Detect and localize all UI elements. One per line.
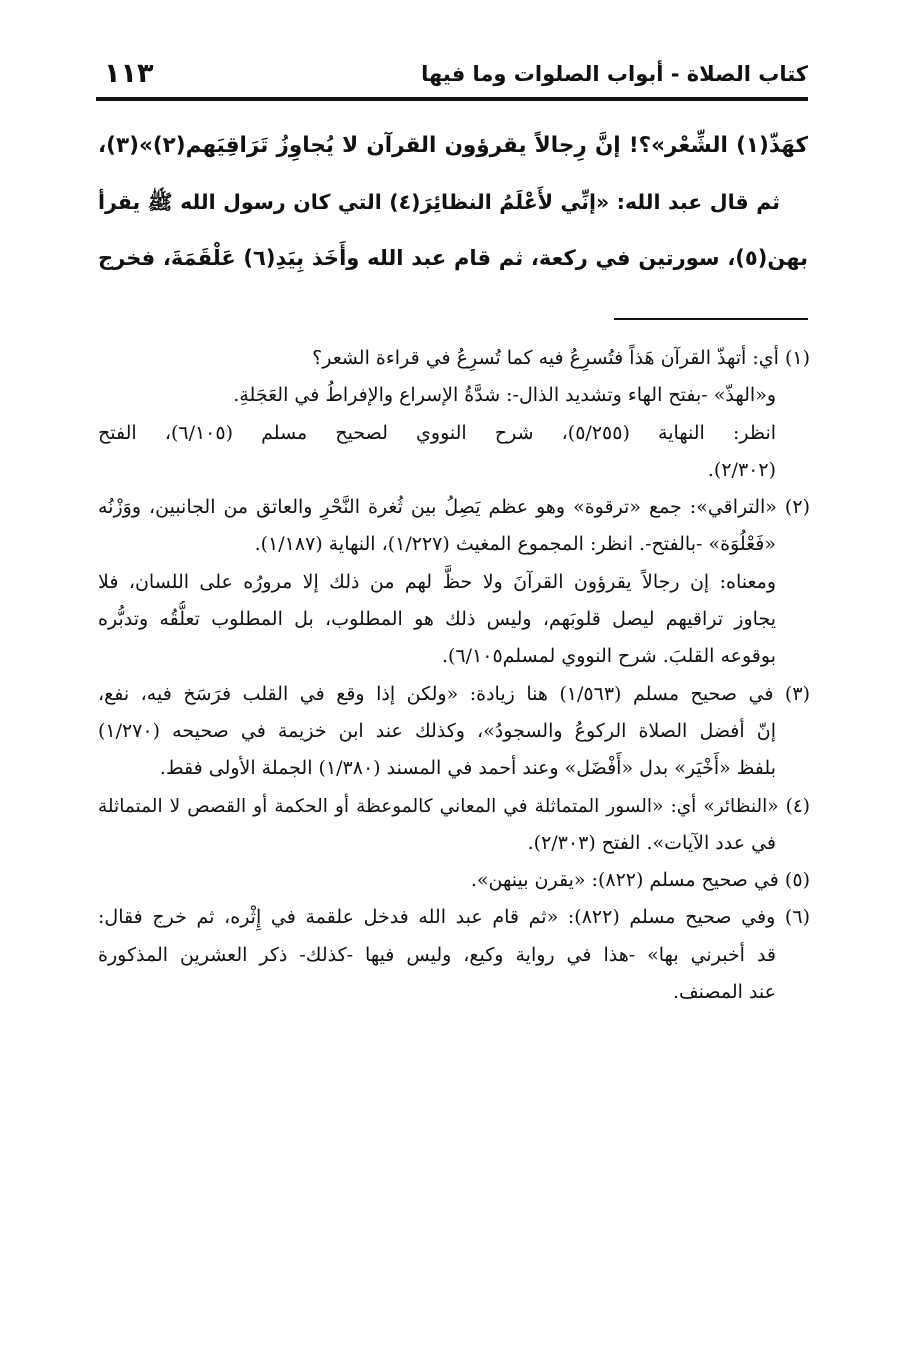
footnote-line: (٢/٣٠٢). <box>707 458 776 481</box>
header-rule <box>96 97 808 101</box>
footnote-line: انظر: النهاية (٥/٢٥٥)، شرح النووي لصحيح مسلم (٦/١٠٥)، الفتح <box>98 421 777 444</box>
footnote-line: يجاوز تراقيهم ليصل قلوبَهم، وليس ذلك هو المطلوب، بل المطلوب تعلُّقُه وتدبُّره <box>98 608 776 631</box>
footnotes <box>98 340 810 1011</box>
main-line: ثم قال عبد الله: «إنِّي لأَعْلَمُ النظائِرَ(٤) التي كان رسول الله ﷺ يقرأ <box>98 190 780 214</box>
footnote-line: و«الهذّ» -بفتح الهاء وتشديد الذال-: شدَّةُ الإسراع والإفراطُ في العَجَلةِ. <box>233 384 776 407</box>
footnote-line: بلفظ «أَخْيَر» بدل «أَفْضَل» وعند أحمد في المسند (١/٣٨٠) الجملة الأولى فقط. <box>159 757 776 780</box>
header-title: كتاب الصلاة - أبواب الصلوات وما فيها <box>421 62 808 86</box>
main-line: كهَذّ(١) الشِّعْر»؟! إنَّ رِجالاً يقرؤون القرآن لا يُجاوِزُ تَرَاقِيَهم(٢)»(٣)، <box>98 133 808 158</box>
running-header <box>96 58 808 98</box>
footnote-line: بوقوعه القلبَ. شرح النووي لمسلم٦/١٠٥). <box>441 645 776 668</box>
footnote-line: (٢) «التراقي»: جمع «ترقوة» وهو عظم يَصِلُ بين ثُغرة النَّحْرِ والعاتق من الجانبين، ووَزْنُه <box>98 496 810 519</box>
footnote-separator <box>614 318 808 320</box>
footnote-line: في عدد الآيات». الفتح (٢/٣٠٣). <box>527 831 776 854</box>
footnote-line: قد أخبرني بها» -هذا في رواية وكيع، وليس فيها -كذلك- ذكر العشرين المذكورة <box>98 943 776 966</box>
footnote-line: (٣) في صحيح مسلم (١/٥٦٣) هنا زيادة: «ولكن إذا وقع في القلب فرَسَخ فيه، نفع، <box>98 682 810 705</box>
main-line: بهن(٥)، سورتين في ركعة، ثم قام عبد الله وأَخَذ بِيَدِ(٦) عَلْقَمَةَ، فخرج <box>98 246 808 270</box>
page-number: ١١٣ <box>104 58 154 89</box>
footnote-line: ومعناه: إن رجالاً يقرؤون القرآنَ ولا حظَّ لهم من ذلك إلا مرورُه على اللسان، فلا <box>98 570 776 593</box>
footnote-line: (١) أي: أتهذّ القرآن هَذاً فتُسرِعُ فيه كما تُسرِعُ في قراءة الشعر؟ <box>312 347 810 369</box>
footnote-line: «فَعْلُوَة» -بالفتح-. انظر: المجموع المغيث (١/٢٢٧)، النهاية (١/١٨٧). <box>254 533 776 556</box>
footnote-line: إنّ أفضل الصلاة الركوعُ والسجودُ»، وكذلك عند ابن خزيمة في صحيحه (١/٢٧٠) <box>98 719 776 742</box>
main-text <box>98 118 808 286</box>
footnote-line: (٤) «النظائر» أي: «السور المتماثلة في المعاني كالموعظة أو الحكمة أو القصص لا المتماثلة <box>98 795 810 817</box>
footnote-line: (٦) وفي صحيح مسلم (٨٢٢): «ثم قام عبد الله فدخل علقمة في إِثْره، ثم خرج فقال: <box>98 906 810 929</box>
footnote-line: (٥) في صحيح مسلم (٨٢٢): «يقرن بينهن». <box>470 869 810 892</box>
footnote-line: عند المصنف. <box>672 981 776 1004</box>
